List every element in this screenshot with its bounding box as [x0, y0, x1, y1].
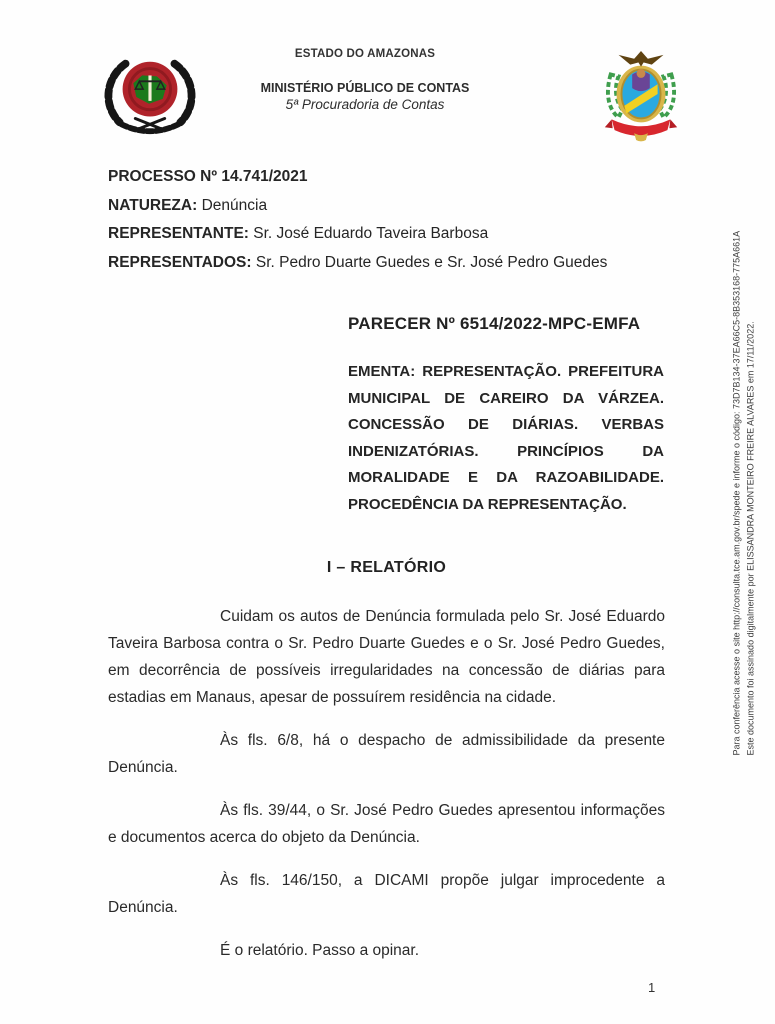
parecer-title: PARECER Nº 6514/2022-MPC-EMFA	[348, 314, 641, 333]
processo-number: PROCESSO Nº 14.741/2021	[108, 168, 308, 185]
page-number: 1	[648, 980, 656, 995]
relatorio-paragraph: Às fls. 39/44, o Sr. José Pedro Guedes apresentou informações e documentos acerca do objeto da Denúncia.	[108, 802, 665, 846]
header-org: MINISTÉRIO PÚBLICO DE CONTAS	[260, 81, 470, 95]
representados-line	[108, 249, 665, 278]
relatorio-paragraph: É o relatório. Passo a opinar.	[220, 942, 420, 959]
relatorio-paragraph: Às fls. 6/8, há o despacho de admissibilidade da presente Denúncia.	[108, 732, 665, 776]
representados-value: Sr. Pedro Duarte Guedes e Sr. José Pedro Guedes	[251, 253, 608, 271]
document-header	[0, 0, 775, 152]
mpc-emblem-logo	[96, 50, 204, 140]
document-body	[108, 163, 665, 964]
ementa-paragraph: EMENTA: REPRESENTAÇÃO. PREFEITURA MUNICIPAL DE CAREIRO DA VÁRZEA. CONCESSÃO DE DIÁRIAS. VERBAS INDENIZATÓRIAS. PRINCÍPIOS DA MORALIDADE E DA RAZOABILIDADE. PROCEDÊNCIA DA REPRESENTAÇÃO.	[348, 363, 664, 513]
natureza-line	[108, 192, 665, 221]
relatorio-heading: I – RELATÓRIO	[326, 559, 447, 576]
amazonas-coat-of-arms-logo	[597, 44, 685, 144]
representados-label: REPRESENTADOS:	[108, 253, 252, 271]
header-titles	[243, 48, 487, 112]
signature-line: Este documento foi assinado digitalmente por ELISSANDRA MONTEIRO FREIRE ALVARES em 17/11/2022.	[745, 321, 755, 756]
digital-signature-note	[731, 196, 758, 756]
relatorio-paragraph: Às fls. 146/150, a DICAMI propõe julgar improcedente a Denúncia.	[108, 872, 665, 916]
relatorio-paragraph: Cuidam os autos de Denúncia formulada pelo Sr. José Eduardo Taveira Barbosa contra o Sr. Pedro Duarte Guedes e o Sr. José Pedro Guedes, em decorrência de possíveis irregularidades na concessão de diárias para estadias em Manaus, apesar de possuírem residência na cidade.	[108, 608, 665, 706]
header-state: ESTADO DO AMAZONAS	[294, 48, 436, 60]
natureza-value: Denúncia	[197, 196, 268, 214]
representante-value: Sr. José Eduardo Taveira Barbosa	[248, 225, 489, 242]
header-unit: 5ª Procuradoria de Contas	[285, 97, 445, 112]
representante-line	[108, 220, 665, 249]
case-info-block	[108, 163, 665, 277]
natureza-label: NATUREZA:	[108, 196, 198, 214]
representante-label: REPRESENTANTE:	[108, 225, 249, 242]
signature-verification-line: Para conferência acesse o site http://consulta.tce.am.gov.br/spede e informe o código: 73D7B134-37EA66C5-8B353168-775A661A	[731, 230, 742, 756]
